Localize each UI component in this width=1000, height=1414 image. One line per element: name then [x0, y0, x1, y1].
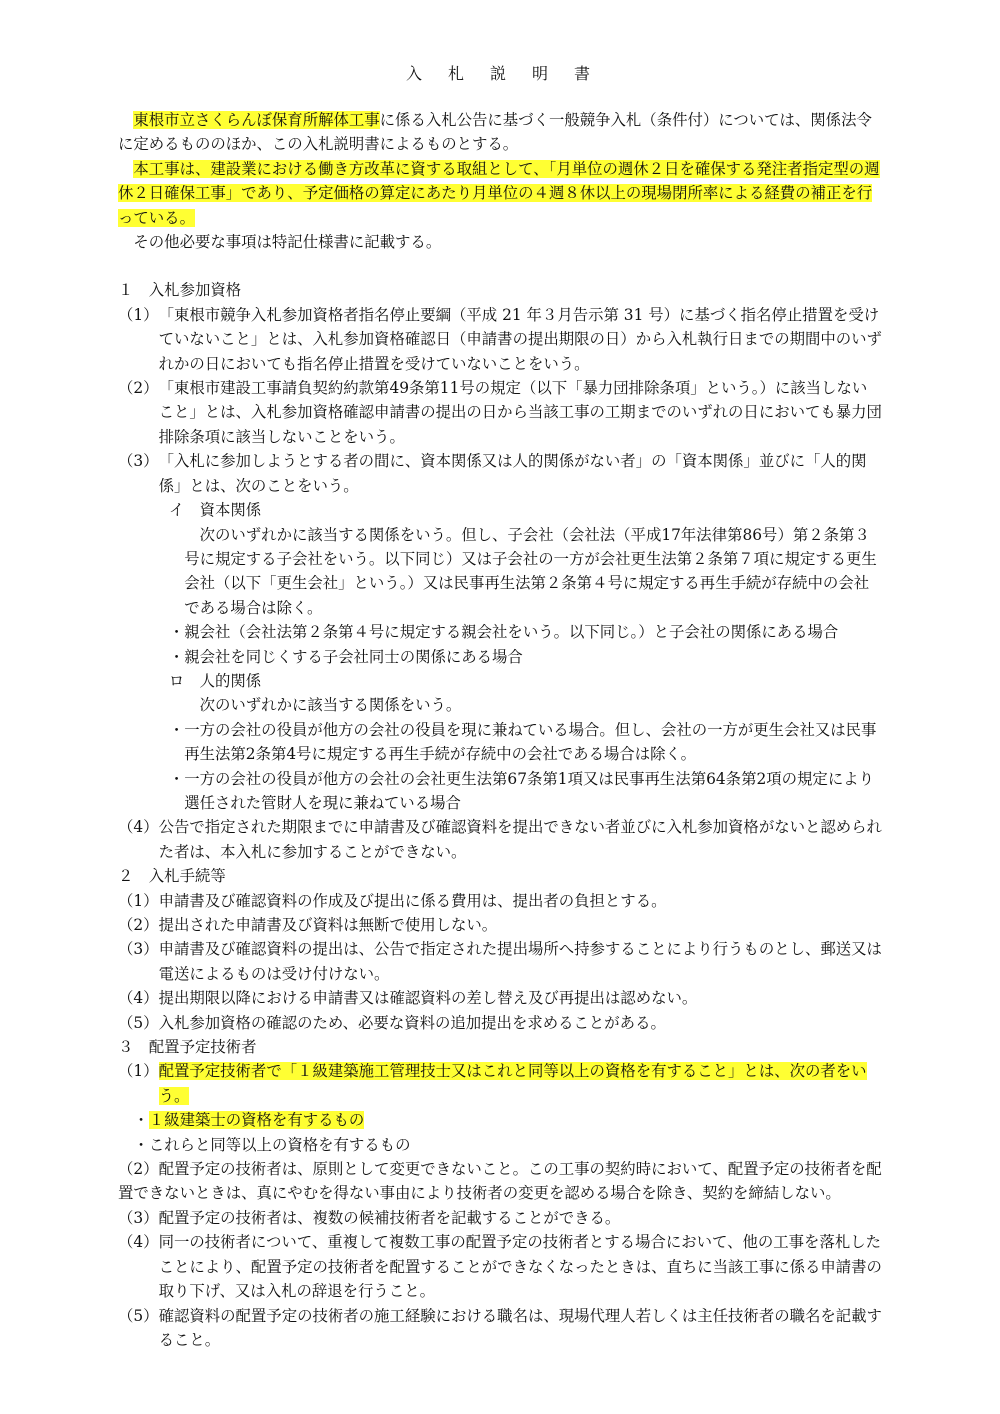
section-1-heading: １ 入札参加資格 [118, 281, 242, 300]
capital-relation-body: 次のいずれかに該当する関係をいう。但し、子会社（会社法（平成17年法律第86号）第２条第３号に規定する子会社をいう。以下同じ）又は子会社の一方が会社更生法第２条第７項に規定する更生会社（以下「更生会社」という。）又は民事再生法第２条第４号に規定する再生手続が存続中の会社である場合は除く。 [184, 525, 877, 617]
item-text: 申請書及び確認資料の提出は、公告で指定された提出場所へ持参することにより行うものとし、郵送又は電送によるものは受け付けない。 [158, 940, 882, 983]
item-number: （2） [118, 1160, 159, 1179]
sec2-item-3 [118, 937, 882, 986]
item-text: 公告で指定された期限までに申請書及び確認資料を提出できない者並びに入札参加資格がないと認められた者は、本入札に参加することができない。 [158, 818, 882, 861]
intro-p1-rest: に係る入札公告に基づく一般競争入札（条件付）については、関係法令に定めるもののほか、この入札説明書によるものとする。 [118, 111, 872, 154]
item-text: 確認資料の配置予定の技術者の施工経験における職名は、現場代理人若しくは主任技術者の職名を記載すること。 [158, 1306, 882, 1349]
item-text-highlight: 配置予定技術者で「１級建築施工管理技士又はこれと同等以上の資格を有すること」とは、次の者をいう。 [158, 1062, 867, 1105]
sec2-item-5 [118, 1011, 882, 1035]
item-text: 「東根市競争入札参加資格者指名停止要綱（平成 21 年３月告示第 31 号）に基づく指名停止措置を受けていないこと」とは、入札参加資格確認日（申請書の提出期限の日）から入札執行日までの期間中のいずれかの日においても指名停止措置を受けていないことをいう。 [158, 305, 882, 373]
qualification-bullet-2: ・これらと同等以上の資格を有するもの [133, 1135, 411, 1154]
qualification-text: これらと同等以上の資格を有するもの [148, 1135, 411, 1154]
item-number: （4） [118, 1233, 159, 1252]
item-number: （2） [118, 379, 159, 398]
intro-paragraph-3: その他必要な事項は特記仕様書に記載する。 [133, 233, 442, 252]
sec3-item-4 [118, 1230, 882, 1303]
item-text: 入札参加資格の確認のため、必要な資料の追加提出を求めることがある。 [158, 1013, 666, 1032]
sec3-item-1 [118, 1059, 882, 1108]
item-number: （1） [118, 305, 159, 324]
section-2-heading: ２ 入札手続等 [118, 867, 226, 886]
item-number: （2） [118, 916, 159, 934]
intro-paragraph-2 [118, 157, 882, 230]
item-text: 提出された申請書及び資料は無断で使用しない。 [158, 916, 498, 934]
capital-relation-heading: イ 資本関係 [168, 501, 262, 520]
item-number: （3） [118, 452, 159, 471]
sec1-item-4 [118, 815, 882, 864]
capital-relation-bullet-2: ・親会社を同じくする子会社同士の関係にある場合 [168, 647, 523, 666]
item-number: （4） [118, 989, 159, 1008]
personnel-relation-body: 次のいずれかに該当する関係をいう。 [199, 696, 462, 715]
personnel-relation-heading: ロ 人的関係 [168, 671, 262, 690]
sec1-item-3 [118, 449, 882, 498]
item-number: （3） [118, 1208, 159, 1227]
intro-paragraph-1 [118, 108, 882, 157]
item-number: （4） [118, 818, 159, 837]
sec3-item-5 [118, 1304, 882, 1353]
item-text: 同一の技術者について、重複して複数工事の配置予定の技術者とする場合において、他の工事を落札したことにより、配置予定の技術者を配置することができなくなったときは、直ちに当該工事に係る申請書の取り下げ、又は入札の辞退を行うこと。 [158, 1233, 882, 1301]
item-text: 提出期限以降における申請書又は確認資料の差し替え及び再提出は認めない。 [158, 989, 698, 1008]
sec3-item-3 [118, 1206, 882, 1230]
personnel-relation-bullet-2: ・一方の会社の役員が他方の会社の会社更生法第67条第1項又は民事再生法第64条第2項の規定により選任された管財人を現に兼ねている場合 [168, 769, 874, 812]
sec1-item-2 [118, 376, 882, 449]
sec2-item-2 [118, 913, 882, 937]
sec1-item-1 [118, 303, 882, 376]
project-name-highlight: 東根市立さくらんぼ保育所解体工事 [133, 111, 380, 129]
personnel-relation-bullet-1: ・一方の会社の役員が他方の会社の役員を現に兼ねている場合。但し、会社の一方が更生会社又は民事再生法第2条第4号に規定する再生手続が存続中の会社である場合は除く。 [168, 720, 877, 764]
item-number: （1） [118, 891, 159, 910]
sec2-item-4 [118, 986, 882, 1010]
item-text: 「東根市建設工事請負契約約款第49条第11号の規定（以下「暴力団排除条項」という。）に該当しないこと」とは、入札参加資格確認申請書の提出の日から当該工事の工期までのいずれの日においても暴力団排除条項に該当しないことをいう。 [158, 379, 882, 446]
item-text: 申請書及び確認資料の作成及び提出に係る費用は、提出者の負担とする。 [158, 891, 667, 910]
intro-p2-highlight: 本工事は、建設業における働き方改革に資する取組として、「月単位の週休２日を確保する発注者指定型の週休２日確保工事」であり、予定価格の算定にあたり月単位の４週８休以上の現場閉所率による経費の補正を行っている。 [118, 159, 880, 227]
sec3-item-2 [118, 1157, 882, 1206]
sec2-item-1 [118, 889, 882, 913]
item-text: 「入札に参加しようとする者の間に、資本関係又は人的関係がない者」の「資本関係」並びに「人的関係」とは、次のことをいう。 [158, 452, 867, 495]
item-number: （3） [118, 940, 159, 959]
capital-relation-bullet-1: ・親会社（会社法第２条第４号に規定する親会社をいう。以下同じ。）と子会社の関係にある場合 [168, 623, 839, 642]
item-number: （1） [118, 1062, 159, 1081]
item-text: 配置予定の技術者は、複数の候補技術者を記載することができる。 [158, 1208, 621, 1227]
qualification-highlight: １級建築士の資格を有するもの [148, 1111, 365, 1130]
page-title: 入札説明書 [405, 64, 616, 83]
item-number: （5） [118, 1306, 159, 1325]
qualification-bullet-1: ・１級建築士の資格を有するもの [133, 1111, 365, 1130]
section-3-heading: ３ 配置予定技術者 [118, 1038, 257, 1057]
item-text: 配置予定の技術者は、原則として変更できないこと。この工事の契約時において、配置予定の技術者を配置できないときは、真にやむを得ない事由により技術者の変更を認める場合を除き、契約を締結しない。 [118, 1160, 882, 1203]
item-number: （5） [118, 1013, 159, 1032]
